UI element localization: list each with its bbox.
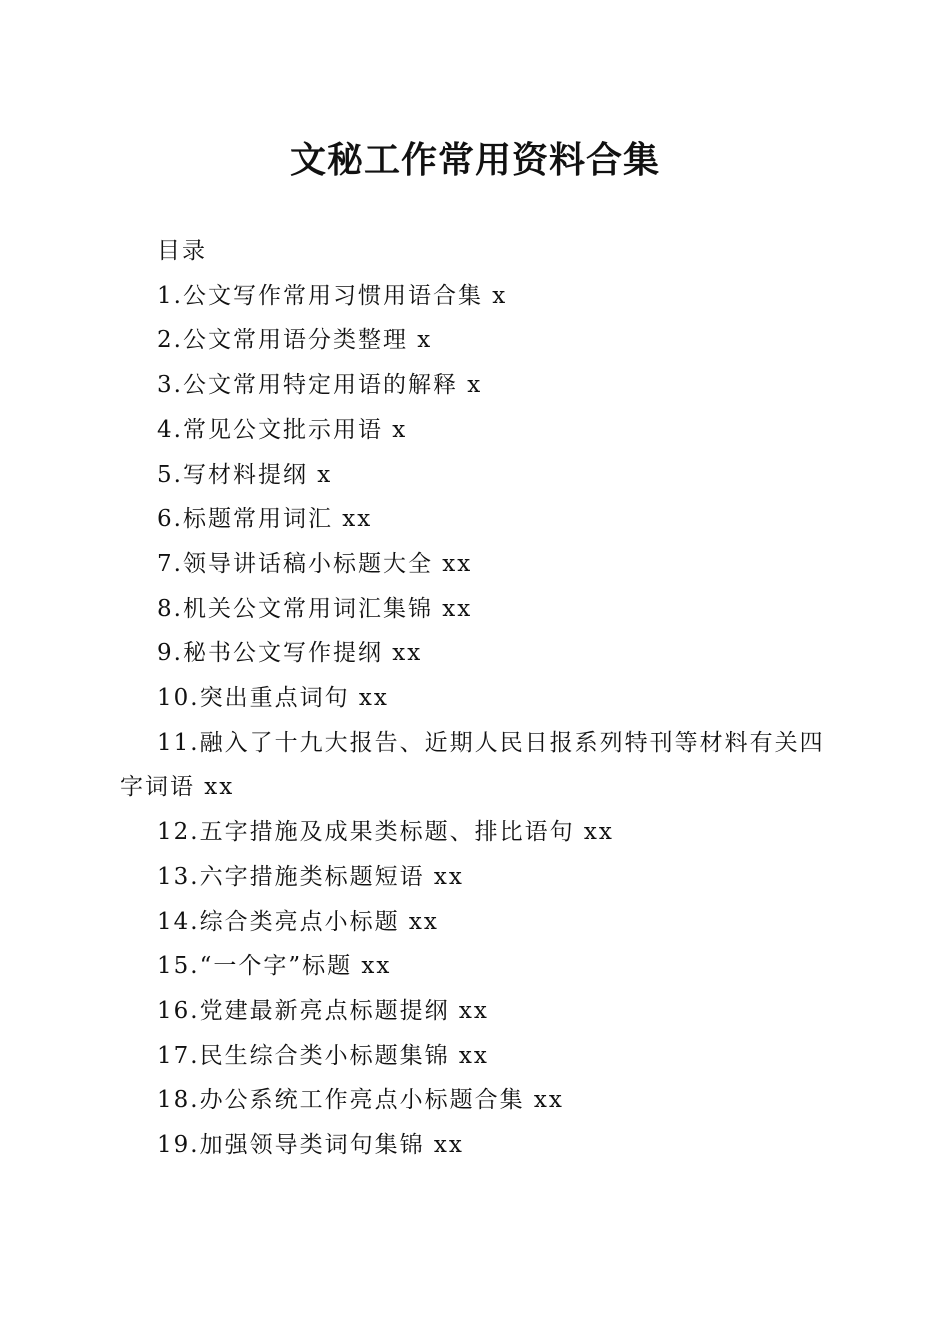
toc-item: 7.领导讲话稿小标题大全 xx [157,550,473,577]
toc-item: 11.融入了十九大报告、近期人民日报系列特刊等材料有关四字词语 xx [120,729,825,801]
toc-item: 19.加强领导类词句集锦 xx [157,1132,464,1159]
toc-item: 5.写材料提纲 x [157,461,333,488]
toc-item: 16.党建最新亮点标题提纲 xx [157,997,489,1024]
toc-item: 18.办公系统工作亮点小标题合集 xx [157,1087,564,1114]
toc-item: 6.标题常用词汇 xx [157,506,373,533]
toc-item: 2.公文常用语分类整理 x [157,327,433,354]
toc-heading: 目录 [157,238,207,264]
toc-item: 1.公文写作常用习惯用语合集 x [157,282,508,309]
toc-item: 12.五字措施及成果类标题、排比语句 xx [157,819,614,846]
document-title: 文秘工作常用资料合集 [289,139,660,181]
toc-item: 10.突出重点词句 xx [157,685,389,712]
toc-item: 4.常见公文批示用语 x [157,416,408,443]
toc-item: 14.综合类亮点小标题 xx [157,908,439,935]
toc-item: 13.六字措施类标题短语 xx [157,863,464,890]
toc-item: 17.民生综合类小标题集锦 xx [157,1042,489,1069]
table-of-contents [120,229,830,1168]
toc-item: 15.“一个字”标题 xx [157,953,392,980]
toc-item: 3.公文常用特定用语的解释 x [157,372,483,399]
toc-item: 8.机关公文常用词汇集锦 xx [157,595,473,622]
toc-item: 9.秘书公文写作提纲 xx [157,640,423,667]
